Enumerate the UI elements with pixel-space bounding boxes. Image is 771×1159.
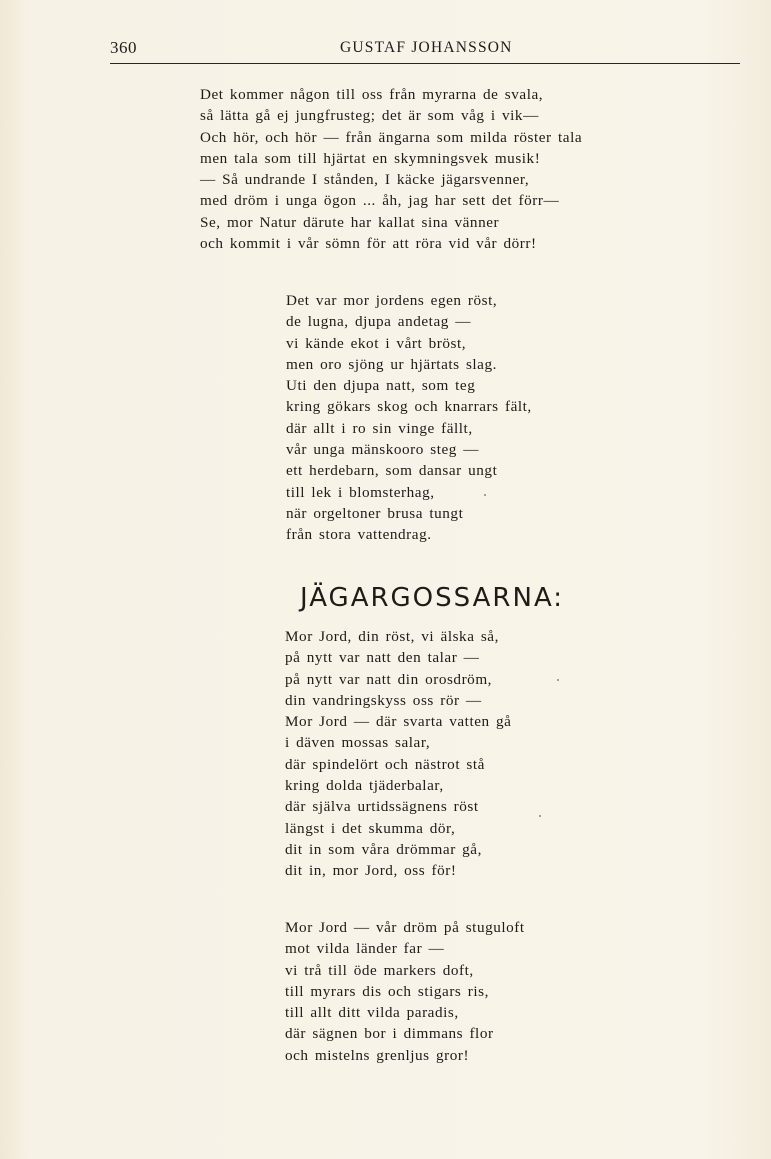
- verse-line: Mor Jord — där svarta vatten gå: [285, 713, 512, 731]
- verse-line: dit in, mor Jord, oss för!: [285, 862, 457, 880]
- stanza-1: [200, 84, 582, 254]
- paper-speck: [557, 679, 559, 681]
- paper-speck: [484, 494, 486, 496]
- verse-line: Se, mor Natur därute har kallat sina vänner: [200, 213, 500, 231]
- verse-line: Det var mor jordens egen röst,: [286, 292, 498, 309]
- verse-line: Uti den djupa natt, som teg: [286, 377, 476, 395]
- stanza-3: [285, 626, 511, 882]
- verse-line: till myrars dis och stigars ris,: [285, 982, 489, 1000]
- verse-line: men oro sjöng ur hjärtats slag.: [286, 355, 497, 373]
- verse-line: Mor Jord — vår dröm på stuguloft: [285, 919, 525, 936]
- verse-line: men tala som till hjärtat en skymningsvek musik!: [200, 149, 541, 167]
- verse-line: på nytt var natt den talar —: [285, 649, 480, 667]
- verse-line: — Så undrande I stånden, I käcke jägarsvenner,: [200, 171, 530, 189]
- verse-line: där allt i ro sin vinge fällt,: [286, 419, 473, 437]
- verse-line: till lek i blomsterhag,: [286, 483, 435, 501]
- verse-line: i däven mossas salar,: [285, 734, 431, 752]
- verse-line: Det kommer någon till oss från myrarna de svala,: [200, 86, 544, 103]
- section-heading: JÄGARGOSSARNA:: [300, 583, 565, 613]
- verse-line: vi kände ekot i vårt bröst,: [286, 334, 467, 352]
- verse-line: där själva urtidssägnens röst: [285, 798, 479, 816]
- verse-line: på nytt var natt din orosdröm,: [285, 670, 493, 688]
- page-number: 360: [110, 38, 137, 57]
- verse-line: med dröm i unga ögon ... åh, jag har sett det förr—: [200, 192, 560, 210]
- verse-line: längst i det skumma dör,: [285, 819, 456, 837]
- verse-line: de lugna, djupa andetag —: [286, 313, 471, 331]
- verse-line: din vandringskyss oss rör —: [285, 691, 482, 709]
- verse-line: dit in som våra drömmar gå,: [285, 840, 482, 858]
- verse-line: från stora vattendrag.: [286, 526, 432, 544]
- verse-line: så lätta gå ej jungfrusteg; det är som våg i vik—: [200, 107, 539, 125]
- verse-line: när orgeltoner brusa tungt: [286, 504, 464, 522]
- verse-line: och mistelns grenljus gror!: [285, 1046, 470, 1064]
- verse-line: kring gökars skog och knarrars fält,: [286, 398, 532, 416]
- verse-line: och kommit i vår sömn för att röra vid vår dörr!: [200, 235, 537, 253]
- verse-line: Och hör, och hör — från ängarna som milda röster tala: [200, 128, 583, 146]
- stanza-4: [285, 917, 525, 1066]
- page-header: [110, 38, 740, 60]
- verse-line: ett herdebarn, som dansar ungt: [286, 462, 498, 480]
- verse-line: vi trå till öde markers doft,: [285, 961, 474, 979]
- verse-line: där sägnen bor i dimmans flor: [285, 1025, 494, 1043]
- verse-line: där spindelört och nästrot stå: [285, 755, 485, 773]
- verse-line: kring dolda tjäderbalar,: [285, 777, 444, 795]
- verse-line: vår unga mänskooro steg —: [286, 441, 479, 459]
- verse-line: till allt ditt vilda paradis,: [285, 1004, 459, 1022]
- stanza-2: [286, 290, 532, 546]
- running-head: GUSTAF JOHANSSON: [340, 39, 513, 56]
- verse-line: Mor Jord, din röst, vi älska så,: [285, 628, 499, 645]
- paper-speck: [539, 815, 541, 817]
- header-rule: [110, 63, 740, 64]
- verse-line: mot vilda länder far —: [285, 940, 445, 958]
